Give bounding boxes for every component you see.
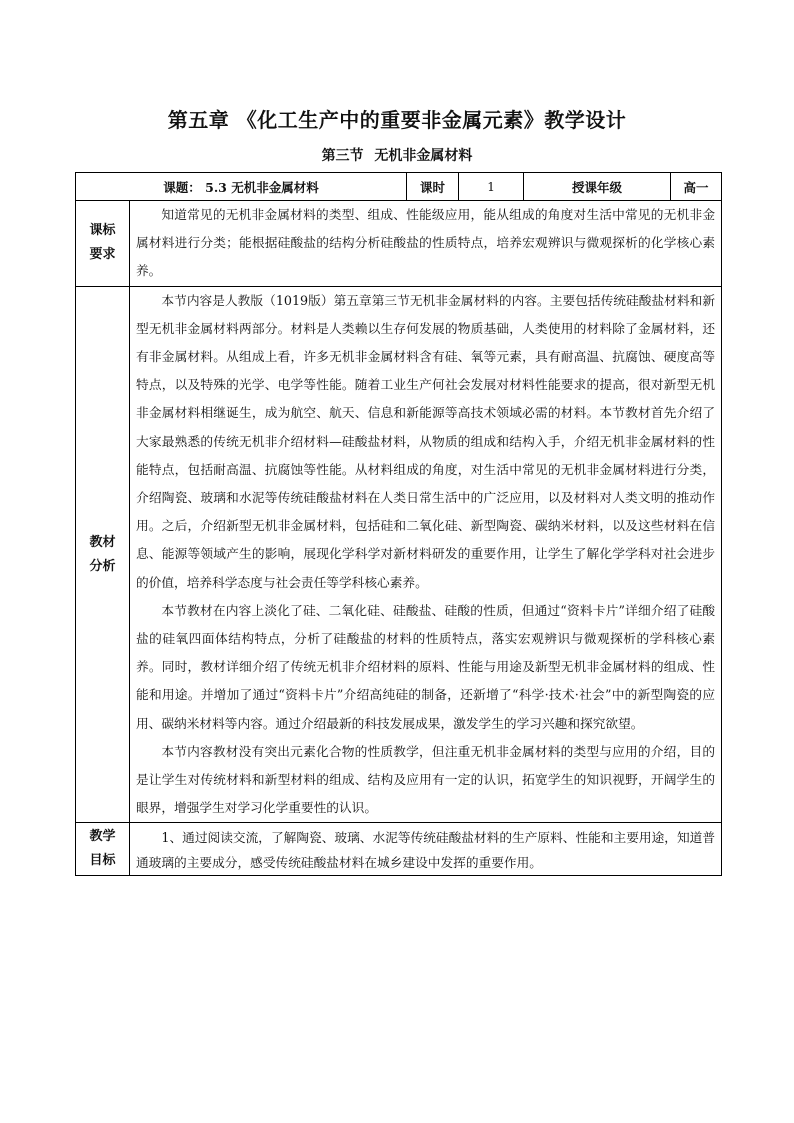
standards-content — [130, 201, 722, 287]
textbook-analysis-row — [76, 286, 722, 823]
paragraph: 本节内容教材没有突出元素化合物的性质教学，但注重无机非金属材料的类型与应用的介绍，目的是让学生对传统材料和新型材料的组成、结构及应用有一定的认识，拓宽学生的知识视野，开阔学生的眼界，增强学生对学习化学重要性的认识。 — [136, 743, 716, 816]
grade-label-cell: 授课年级 — [524, 173, 671, 201]
paragraph: 知道常见的无机非金属材料的类型、组成、性能级应用，能从组成的角度对生活中常见的无机非金属材料进行分类；能根据硅酸盐的结构分析硅酸盐的性质特点，培养宏观辨识与微观探析的化学核心素养。 — [136, 207, 716, 279]
hours-label-cell: 课时 — [407, 173, 459, 201]
textbook-analysis-label: 教材 分析 — [76, 286, 130, 823]
header-row — [76, 173, 722, 201]
textbook-analysis-content — [130, 286, 722, 823]
page-title: 第五章 《化工生产中的重要非金属元素》教学设计 — [167, 108, 627, 132]
teaching-goals-label: 教学 目标 — [76, 823, 130, 876]
page-subtitle: 第三节 无机非金属材料 — [321, 148, 473, 164]
teaching-goals-row — [76, 823, 722, 876]
paragraph: 本节内容是人教版（1019版）第五章第三节无机非金属材料的内容。主要包括传统硅酸盐材料和新型无机非金属材料两部分。材料是人类赖以生存何发展的物质基础，人类使用的材料除了金属材料，还有非金属材料。从组成上看，许多无机非金属材料含有硅、氧等元素，具有耐高温、抗腐蚀、硬度高等特点，以及特殊的光学、电学等性能。随着工业生产何社会发展对材料性能要求的提高，很对新型无机非金属材料相继诞生，成为航空、航天、信息和新能源等高技术领域必需的材料。本节教材首先介绍了大家最熟悉的传统无机非介绍材料—硅酸盐材料，从物质的组成和结构入手，介绍无机非金属材料的性能特点，包括耐高温、抗腐蚀等性能。从材料组成的角度，对生活中常见的无机非金属材料进行分类，介绍陶瓷、玻璃和水泥等传统硅酸盐材料在人类日常生活中的广泛应用，以及材料对人类文明的推动作用。之后，介绍新型无机非金属材料，包括硅和二氧化硅、新型陶瓷、碳纳米材料，以及这些材料在信息、能源等领域产生的影响，展现化学科学对新材料研发的重要作用，让学生了解化学学科对社会进步的价值，培养科学态度与社会责任等学科核心素养。 — [136, 292, 716, 590]
paragraph: 本节教材在内容上淡化了硅、二氧化硅、硅酸盐、硅酸的性质，但通过“资料卡片”详细介绍了硅酸盐的硅氧四面体结构特点，分析了硅酸盐的材料的性质特点，落实宏观辨识与微观探析的学科核心素养。同时，教材详细介绍了传统无机非介绍材料的原料、性能与用途及新型无机非金属材料的组成、性能和用途。并增加了通过“资料卡片”介绍高纯硅的制备，还新增了“科学·技术·社会”中的新型陶瓷的应用、碳纳米材料等内容。通过介绍最新的科技发展成果，激发学生的学习兴趣和探究欲望。 — [136, 602, 716, 731]
teaching-goals-content — [130, 823, 722, 876]
paragraph: 1、通过阅读交流，了解陶瓷、玻璃、水泥等传统硅酸盐材料的生产原料、性能和主要用途，知道普通玻璃的主要成分，感受传统硅酸盐材料在城乡建设中发挥的重要作用。 — [136, 830, 716, 871]
standards-label: 课标 要求 — [76, 201, 130, 287]
grade-value-cell: 高一 — [671, 173, 722, 201]
standards-row — [76, 201, 722, 287]
course-title-cell: 课题： 5.3 无机非金属材料 — [76, 173, 407, 201]
lesson-plan-table — [75, 172, 722, 876]
hours-value-cell: 1 — [459, 173, 524, 201]
